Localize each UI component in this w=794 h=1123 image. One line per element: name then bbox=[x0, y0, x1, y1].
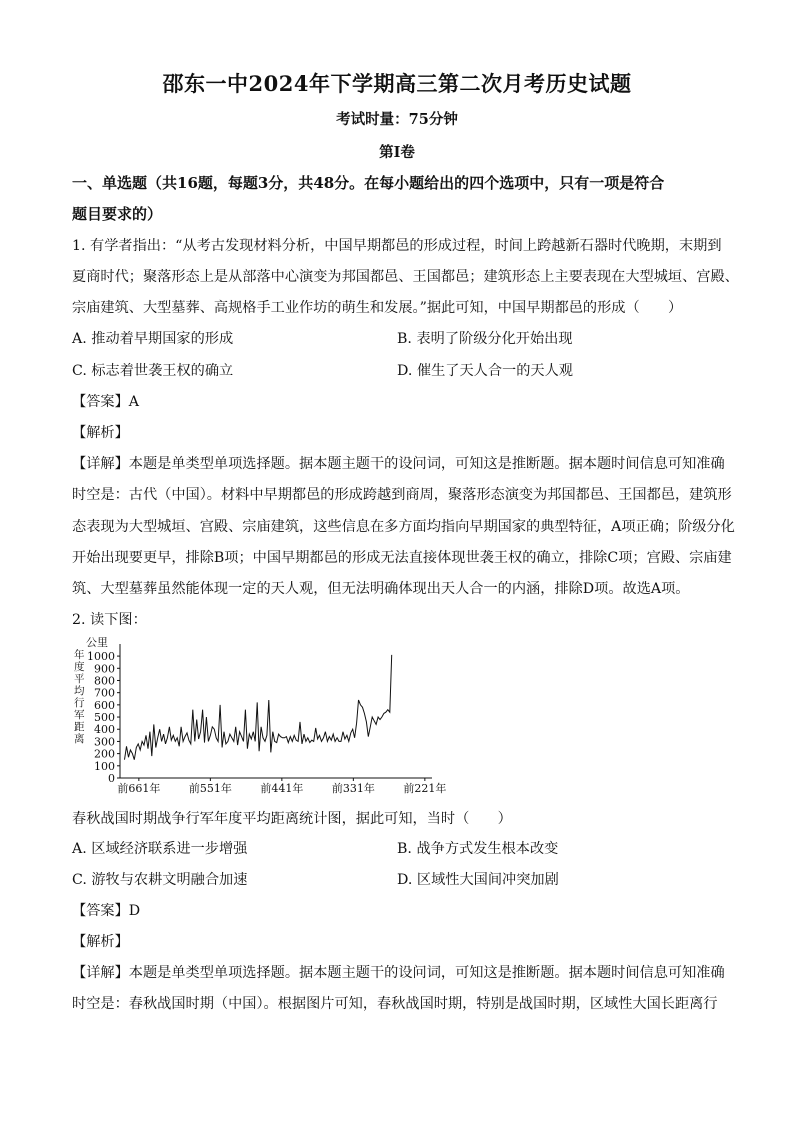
q2-chart-caption: 春秋战国时期战争行军年度平均距离统计图，据此可知，当时（ ） bbox=[72, 811, 512, 827]
x-tick-label: 前551年 bbox=[188, 782, 232, 795]
q2-stem: 2. 读下图： bbox=[72, 612, 147, 628]
exam-time: 考试时量：75分钟 bbox=[336, 111, 458, 128]
y-tick-label: 100 bbox=[94, 759, 115, 773]
q2-option-a: A. 区域经济联系进一步增强 bbox=[72, 841, 248, 857]
y-axis-unit: 公里 bbox=[86, 636, 108, 649]
q2-option-b: B. 战争方式发生根本改变 bbox=[397, 841, 559, 857]
q1-option-d: D. 催生了天人合一的天人观 bbox=[397, 363, 573, 379]
q2-detail-line1: 【详解】本题是单类型单项选择题。据本题主题干的设问词，可知这是推断题。据本题时间信息可知准确 bbox=[72, 965, 725, 981]
page-title: 邵东一中2024年下学期高三第二次月考历史试题 bbox=[162, 71, 632, 96]
y-axis-label bbox=[74, 648, 85, 745]
q1-option-c: C. 标志着世袭王权的确立 bbox=[72, 363, 234, 379]
q1-stem-line1: 1. 有学者指出：“从考古发现材料分析，中国早期都邑的形成过程，时间上跨越新石器时代晚期，末期到 bbox=[72, 238, 722, 254]
q1-detail-line3: 态表现为大型城垣、宫殿、宗庙建筑，这些信息在多方面均指向早期国家的典型特征，A项正确；阶级分化 bbox=[72, 519, 735, 535]
y-tick-label: 200 bbox=[94, 747, 115, 761]
q1-analysis-label: 【解析】 bbox=[72, 425, 129, 441]
y-tick-label: 600 bbox=[94, 698, 115, 712]
y-tick-label: 800 bbox=[94, 674, 115, 688]
y-tick-label: 300 bbox=[94, 735, 115, 749]
y-tick-label: 500 bbox=[94, 711, 115, 725]
q1-detail-line5: 筑、大型墓葬虽然能体现一定的天人观，但无法明确体现出天人合一的内涵，排除D项。故选A项。 bbox=[72, 581, 690, 597]
volume-label: 第Ⅰ卷 bbox=[379, 144, 415, 161]
y-tick-label: 400 bbox=[94, 723, 115, 737]
q2-answer: 【答案】D bbox=[72, 903, 141, 919]
q1-stem-line2: 夏商时代；聚落形态上是从部落中心演变为邦国都邑、王国都邑；建筑形态上主要表现在大型城垣、宫殿、 bbox=[72, 269, 739, 285]
x-tick-label: 前221年 bbox=[403, 782, 447, 795]
q1-detail-line4: 开始出现要更早，排除B项；中国早期都邑的形成无法直接体现世袭王权的确立，排除C项；宫殿、宗庙建 bbox=[72, 550, 732, 566]
y-label-char: 年 bbox=[74, 649, 85, 661]
q2-detail-line2: 时空是：春秋战国时期（中国）。根据图片可知，春秋战国时期，特别是战国时期，区域性大国长距离行 bbox=[72, 996, 718, 1012]
section-heading-line1: 一、单选题（共16题，每题3分，共48分。在每小题给出的四个选项中，只有一项是符合 bbox=[72, 174, 665, 192]
march-distance-chart bbox=[70, 634, 447, 795]
q1-stem-line3: 宗庙建筑、大型墓葬、高规格手工业作坊的萌生和发展。”据此可知，中国早期都邑的形成（ ） bbox=[72, 300, 683, 316]
y-label-char: 军 bbox=[74, 709, 85, 721]
q1-answer: 【答案】A bbox=[72, 394, 139, 410]
q2-option-c: C. 游牧与农耕文明融合加速 bbox=[72, 872, 248, 888]
y-tick-label: 1000 bbox=[87, 650, 115, 664]
q1-option-a: A. 推动着早期国家的形成 bbox=[72, 331, 234, 347]
y-axis-ticks bbox=[87, 650, 120, 785]
y-label-char: 均 bbox=[74, 685, 85, 697]
y-tick-label: 0 bbox=[108, 772, 115, 785]
x-tick-label: 前331年 bbox=[331, 782, 375, 795]
section-heading-line2: 题目要求的） bbox=[72, 205, 163, 223]
q1-detail-line2: 时空是：古代（中国）。材料中早期都邑的形成跨越到商周，聚落形态演变为邦国都邑、王国都邑，建筑形 bbox=[72, 487, 732, 503]
y-label-char: 度 bbox=[74, 661, 85, 673]
q1-option-b: B. 表明了阶级分化开始出现 bbox=[397, 331, 573, 347]
y-label-char: 行 bbox=[74, 697, 85, 709]
y-label-char: 离 bbox=[74, 733, 85, 745]
y-label-char: 距 bbox=[74, 721, 85, 733]
series-line bbox=[125, 655, 392, 760]
y-tick-label: 900 bbox=[94, 662, 115, 676]
x-tick-label: 前661年 bbox=[117, 782, 161, 795]
x-tick-label: 前441年 bbox=[260, 782, 304, 795]
y-label-char: 平 bbox=[74, 673, 85, 685]
x-axis-ticks bbox=[117, 778, 446, 795]
y-tick-label: 700 bbox=[94, 686, 115, 700]
q1-detail-line1: 【详解】本题是单类型单项选择题。据本题主题干的设问词，可知这是推断题。据本题时间信息可知准确 bbox=[72, 456, 725, 472]
q2-analysis-label: 【解析】 bbox=[72, 934, 129, 950]
q2-option-d: D. 区域性大国间冲突加剧 bbox=[397, 872, 559, 888]
